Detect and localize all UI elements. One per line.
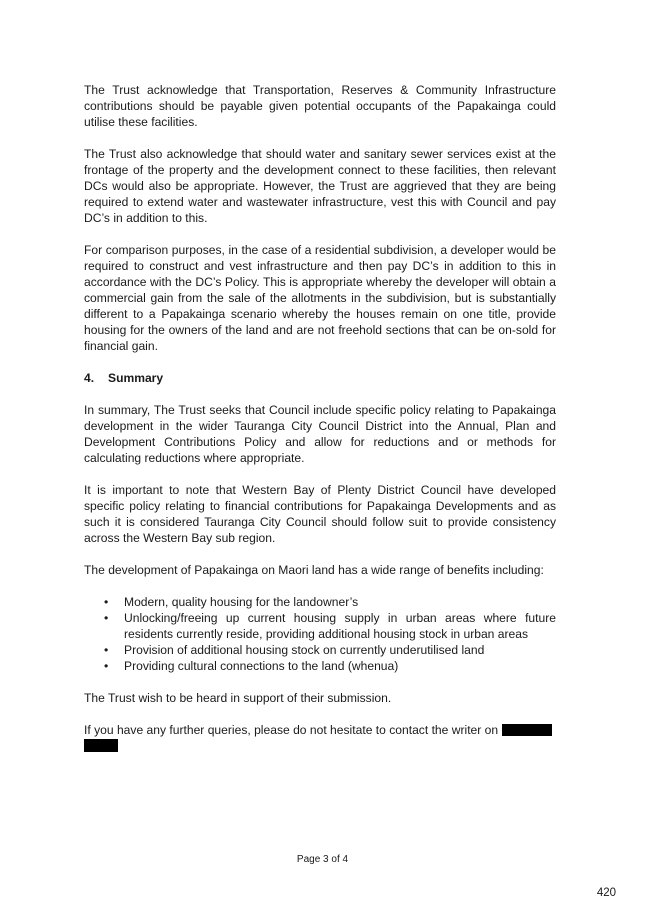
redaction-block [502,724,552,736]
paragraph-benefits-intro: The development of Papakainga on Maori land has a wide range of benefits including: [84,563,544,577]
section-number: 4. [84,371,95,385]
bullet-glyph: • [104,595,109,609]
contact-text: If you have any further queries, please do not hesitate to contact the writer on [84,723,499,737]
paragraph-summary: In summary, The Trust seeks that Council include specific policy relating to Papakainga development in the wider Tauranga City Council District into the Annual, Plan and Development Contributions Policy and allow for reductions and or methods for calculating reductions where appropriate. [84,403,556,465]
redaction-block [84,739,118,752]
paragraph-contact [84,722,556,754]
list-item: • Modern, quality housing for the landowner’s [104,595,359,609]
bullet-glyph: • [104,611,109,625]
bullet-glyph: • [104,659,109,673]
paragraph-western-bay: It is important to note that Western Bay of Plenty District Council have developed specific policy relating to financial contributions for Papakainga Developments and as such it is considered Tauranga City Council should follow suit to provide consistency across the Western Bay sub region. [84,483,556,545]
document-body [84,82,556,770]
paragraph-heard: The Trust wish to be heard in support of their submission. [84,691,392,705]
paragraph-water-sewer-dcs: The Trust also acknowledge that should water and sanitary sewer services exist at the frontage of the property and the development connect to these facilities, then relevant DCs would also be appropriate. However, the Trust are aggrieved that they are being required to extend water and wastewater infrastructure, vest this with Council and pay DC’s in addition to this. [84,147,556,225]
section-heading-summary [84,370,556,386]
document-number: 420 [596,887,616,899]
benefits-list [84,594,556,674]
page-number: Page 3 of 4 [296,854,349,865]
list-item: • Providing cultural connections to the land (whenua) [104,659,399,673]
list-item: • Unlocking/freeing up current housing supply in urban areas where future residents currently reside, providing additional housing stock in urban areas [104,611,556,641]
bullet-glyph: • [104,643,109,657]
section-title: Summary [108,371,164,385]
list-item: • Provision of additional housing stock on currently underutilised land [104,643,485,657]
paragraph-comparison: For comparison purposes, in the case of a residential subdivision, a developer would be required to construct and vest infrastructure and then pay DC’s in addition to this in accordance with the DC’s Policy. This is appropriate whereby the developer will obtain a commercial gain from the sale of the allotments in the subdivision, but is substantially different to a Papakainga scenario whereby the houses remain on one title, provide housing for the owners of the land and are not freehold sections that can be on-sold for financial gain. [84,243,556,353]
paragraph-contributions-payable: The Trust acknowledge that Transportation, Reserves & Community Infrastructure contributions should be payable given potential occupants of the Papakainga could utilise these facilities. [84,83,556,129]
